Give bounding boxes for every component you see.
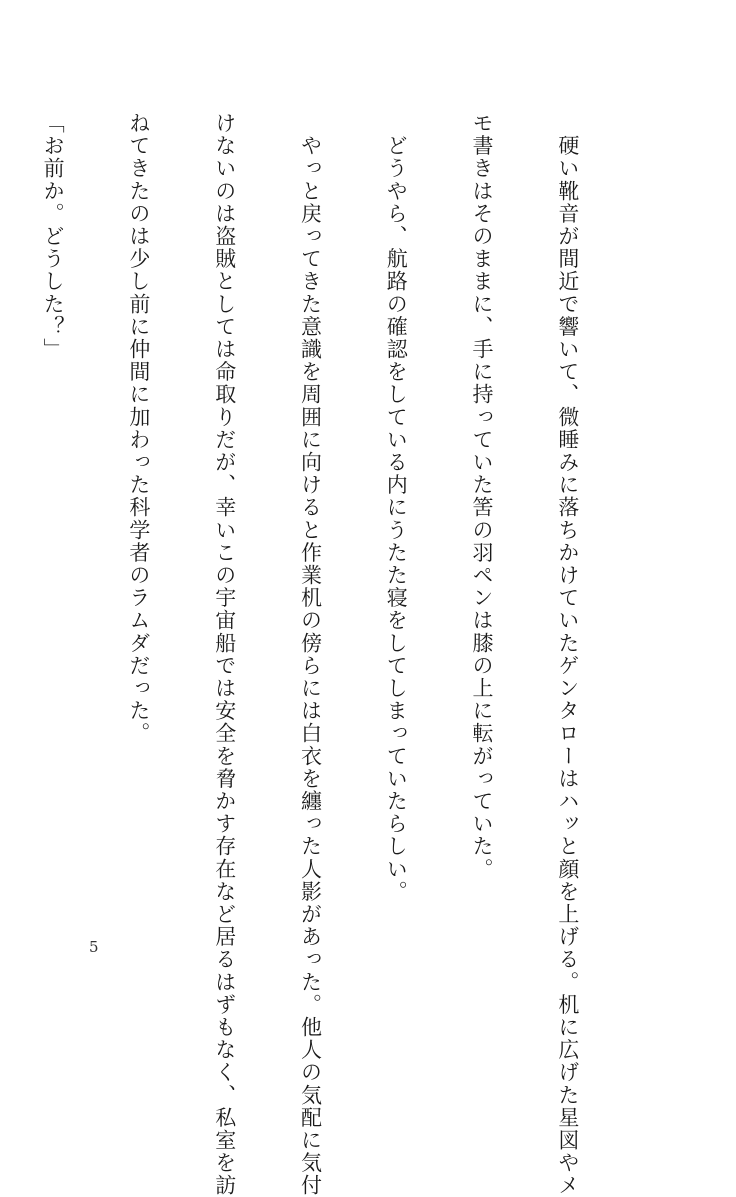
- body-line: 硬い靴音が間近で響いて、微睡みに落ちかけていたゲンタローはハッと顔を上げる。机に広げた星図やメ: [555, 112, 580, 1197]
- page-number: 5: [89, 938, 99, 956]
- body-line: モ書きはそのままに、手に持っていた筈の羽ペンは膝の上に転がっていた。: [470, 112, 495, 881]
- body-text: [41, 112, 639, 1197]
- body-line: ねてきたのは少し前に仲間に加わった科学者のラムダだった。: [126, 112, 151, 745]
- body-line: けないのは盗賊としては命取りだが、幸いこの宇宙船では安全を脅かす存在など居るはずもなく、私室を訪: [212, 112, 237, 1197]
- body-line: 「お前か。どうした？」: [41, 112, 66, 361]
- body-line: どうやら、航路の確認をしている内にうたた寝をしてしまっていたらしい。: [384, 112, 409, 903]
- body-line: やっと戻ってきた意識を周囲に向けると作業机の傍らには白衣を纏った人影があった。他人の気配に気付: [298, 112, 323, 1197]
